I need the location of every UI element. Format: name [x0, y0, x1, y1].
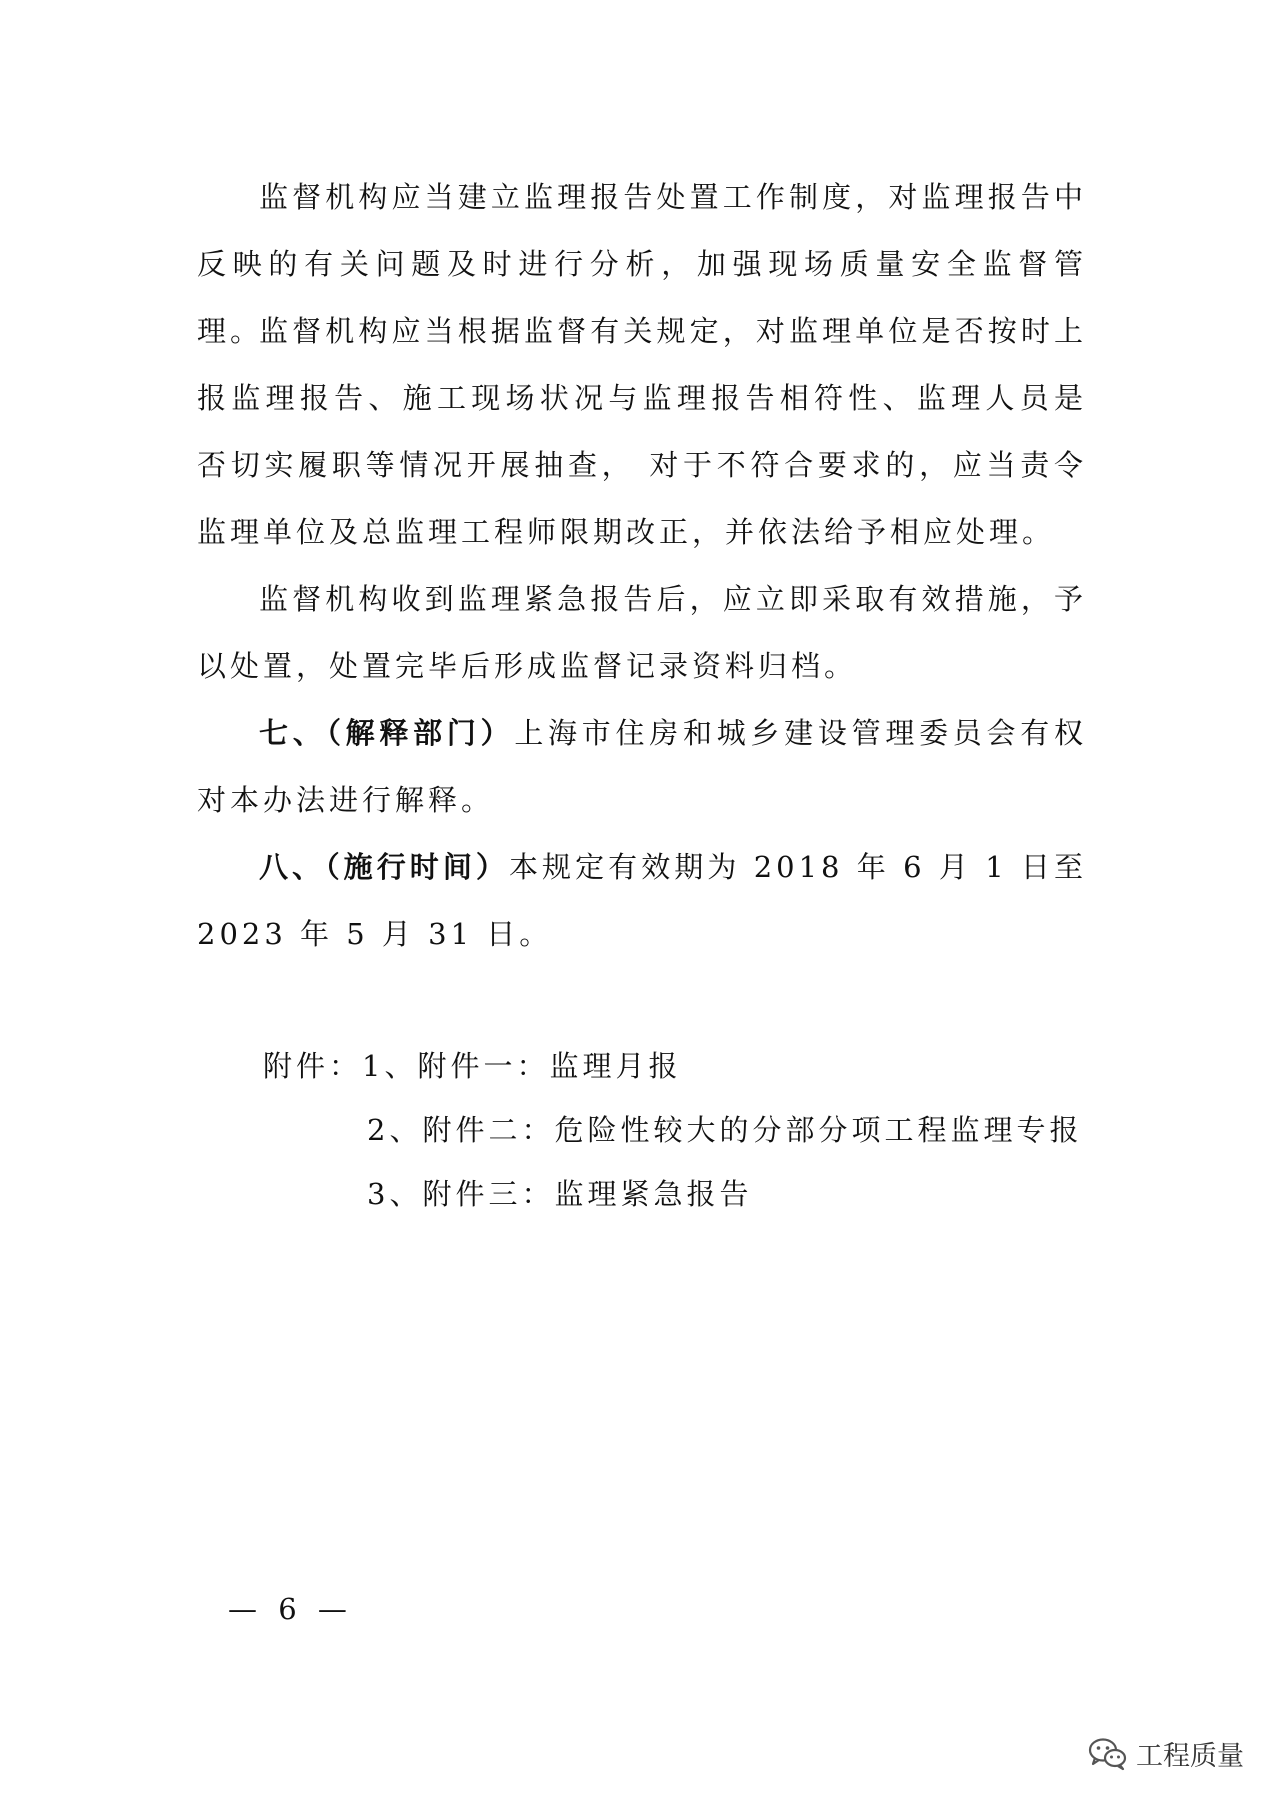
- page-number: — 6 —: [228, 1592, 353, 1626]
- paragraph-spot-check: 监督机构应当根据监督有关规定，对监理单位是否按时上报监理报告、施工现场状况与监理报告相符性、监理人员是否切实履职等情况开展抽查， 对于不符合要求的，应当责令监理单位及总监理工程师限期改正，并依法给予相应处理。: [197, 314, 1087, 549]
- attachment-item-2: 2、附件二：危险性较大的分部分项工程监理专报: [367, 1113, 1083, 1147]
- paragraph-interpretation: [197, 700, 1087, 834]
- attachment-label: 附件：: [263, 1049, 363, 1083]
- heading-interpretation: 七、（解释部门）: [259, 716, 515, 750]
- watermark: [1088, 1734, 1244, 1773]
- attachment-line-1: [263, 1046, 681, 1086]
- text-interpretation: 上海市住房和城乡建设管理委员会有权对本办法进行解释。: [197, 716, 1087, 817]
- watermark-text: 工程质量: [1136, 1741, 1244, 1772]
- attachment-item-1: 1、附件一：监理月报: [362, 1049, 682, 1083]
- paragraph-emergency-report: 监督机构收到监理紧急报告后，应立即采取有效措施，予以处置，处置完毕后形成监督记录资料归档。: [197, 582, 1087, 683]
- paragraph-effective-date: [197, 834, 1087, 968]
- attachment-item-3: 3、附件三：监理紧急报告: [367, 1177, 753, 1211]
- wechat-icon: [1088, 1737, 1128, 1771]
- paragraph-supervision-system: 监督机构应当建立监理报告处置工作制度，对监理报告中反映的有关问题及时进行分析，加强现场质量安全监督管理。: [197, 180, 1087, 348]
- heading-effective-date: 八、（施行时间）: [259, 850, 509, 884]
- text-effective-date: 本规定有效期为 2018 年 6 月 1 日至 2023 年 5 月 31 日。: [197, 850, 1087, 951]
